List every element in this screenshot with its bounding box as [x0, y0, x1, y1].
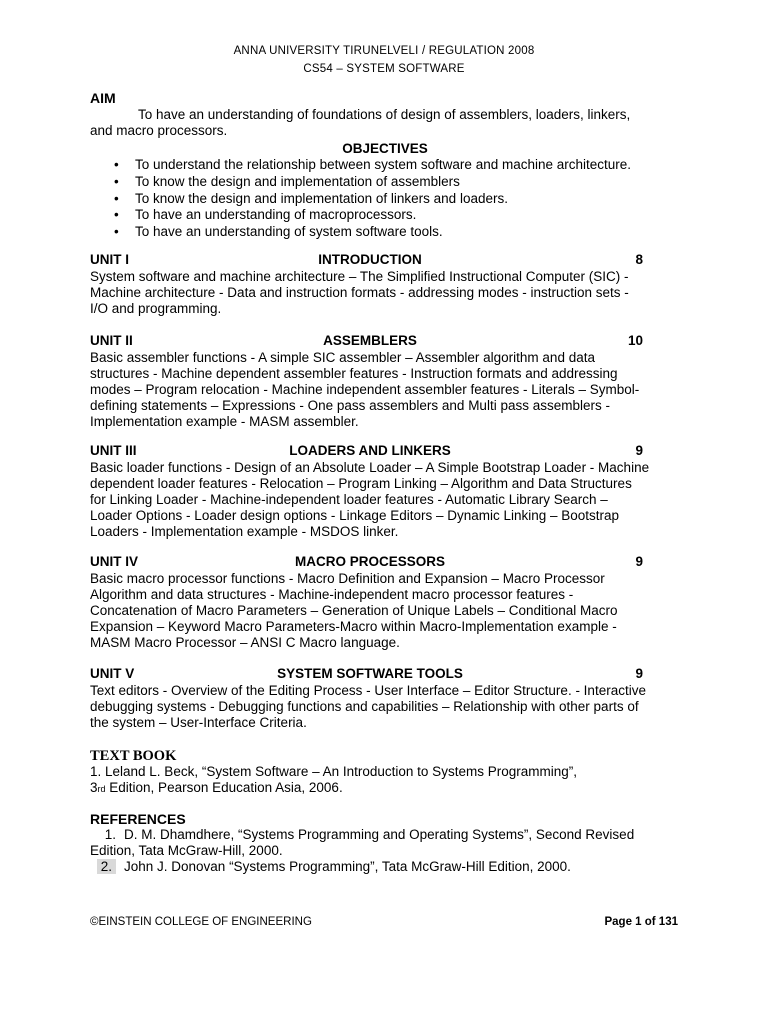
unit-hours: 9: [635, 554, 643, 569]
textbook-item: [90, 764, 650, 797]
unit-description: Basic assembler functions - A simple SIC assembler – Assembler algorithm and data structures - Machine dependent assembler features - Instruction formats and addressing modes – Program relocation - Machine independent assembler features - Literals – Symbol-defining statements – Expressions - One pass assemblers and Multi pass assemblers - Implementation example - MASM assembler.: [90, 350, 640, 429]
unit-hours: 8: [635, 252, 643, 267]
unit-hours: 10: [627, 333, 643, 348]
reference-item: [90, 827, 650, 859]
unit-title: LOADERS AND LINKERS: [289, 443, 451, 458]
unit-heading: [90, 666, 650, 683]
reference-text: John J. Donovan “Systems Programming”, Tata McGraw-Hill Edition, 2000.: [124, 859, 571, 874]
unit-title: SYSTEM SOFTWARE TOOLS: [277, 666, 463, 681]
unit-description: Basic macro processor functions - Macro Definition and Expansion – Macro Processor Algorithm and data structures - Machine-independent macro processor features - Concatenation of Macro Parameters – Generation of Unique Labels – Conditional Macro Expansion – Keyword Macro Parameters-Macro within Macro-Implementation example - MASM Macro Processor – ANSI C Macro language.: [90, 571, 618, 650]
aim-section: [90, 90, 650, 241]
unit-hours: 9: [635, 443, 643, 458]
footer-copyright: ©EINSTEIN COLLEGE OF ENGINEERING: [90, 916, 312, 928]
unit-title: MACRO PROCESSORS: [294, 554, 446, 569]
objectives-title: OBJECTIVES: [342, 141, 428, 156]
unit-heading: [90, 333, 650, 350]
aim-title: AIM: [90, 90, 116, 106]
reference-number: 1.: [104, 827, 116, 842]
textbook-line: 1. Leland L. Beck, “System Software – An Introduction to Systems Programming”,: [90, 764, 577, 779]
unit-number: UNIT III: [90, 443, 137, 458]
objective-item: • To have an understanding of macroprocessors.: [135, 207, 650, 224]
reference-number: [90, 859, 116, 875]
textbook-title: TEXT BOOK: [90, 748, 177, 764]
textbook-section: [90, 748, 650, 797]
unit-number: UNIT I: [90, 252, 129, 267]
textbook-line: Edition, Pearson Education Asia, 2006.: [105, 780, 343, 795]
unit-1: [90, 252, 650, 317]
aim-text: To have an understanding of foundations of design of assemblers, loaders, linkers, and macro processors.: [90, 107, 631, 138]
objective-item: • To know the design and implementation of assemblers: [135, 174, 650, 191]
unit-number: UNIT V: [90, 666, 135, 681]
unit-heading: [90, 443, 650, 460]
unit-2: [90, 333, 650, 430]
objective-item: • To know the design and implementation of linkers and loaders.: [135, 191, 650, 208]
unit-heading: [90, 554, 650, 571]
unit-4: [90, 554, 650, 651]
objective-item: • To have an understanding of system software tools.: [135, 224, 650, 241]
header-course: CS54 – SYSTEM SOFTWARE: [303, 63, 465, 75]
unit-description: Text editors - Overview of the Editing Process - User Interface – Editor Structure. - Interactive debugging systems - Debugging functions and capabilities – Relationship with other parts of the system – User-Interface Criteria.: [90, 683, 646, 730]
objectives-list: [90, 157, 650, 241]
header-university: ANNA UNIVERSITY TIRUNELVELI / REGULATION 2008: [233, 45, 535, 57]
unit-hours: 9: [635, 666, 643, 681]
unit-number: UNIT II: [90, 333, 133, 348]
references-title: REFERENCES: [90, 811, 186, 827]
reference-number-highlight: 2.: [97, 859, 116, 874]
unit-5: [90, 666, 650, 731]
references-section: [90, 811, 650, 875]
reference-item: [90, 859, 650, 875]
objective-item: • To understand the relationship between system software and machine architecture.: [135, 157, 650, 174]
reference-text: D. M. Dhamdhere, “Systems Programming and Operating Systems”, Second Revised Edition, Tata McGraw-Hill, 2000.: [90, 827, 635, 858]
textbook-edition-number: 3: [90, 780, 98, 795]
textbook-edition-suffix: rd: [97, 784, 106, 794]
unit-3: [90, 443, 650, 540]
page-number: Page 1 of 131: [604, 916, 678, 928]
unit-number: UNIT IV: [90, 554, 139, 569]
unit-title: ASSEMBLERS: [323, 333, 417, 348]
unit-description: System software and machine architecture – The Simplified Instructional Computer (SIC) - Machine architecture - Data and instruction formats - addressing modes - instruction sets - I/O and programming.: [90, 269, 629, 316]
unit-title: INTRODUCTION: [318, 252, 422, 267]
unit-description: Basic loader functions - Design of an Absolute Loader – A Simple Bootstrap Loader - Machine dependent loader features - Relocation – Program Linking – Algorithm and Data Structures for Linking Loader - Machine-independent loader features - Automatic Library Search – Loader Options - Loader design options - Linkage Editors – Dynamic Linking – Bootstrap Loaders - Implementation example - MSDOS linker.: [90, 460, 650, 539]
unit-heading: [90, 252, 650, 269]
